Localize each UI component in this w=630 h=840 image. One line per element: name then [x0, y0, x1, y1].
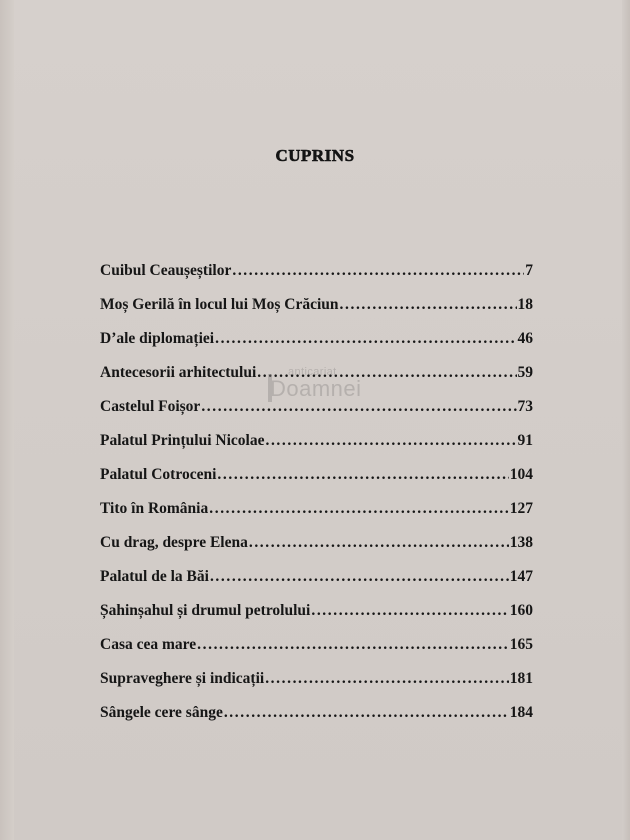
toc-entry-page-number: 127: [509, 500, 533, 517]
toc-leader-dots: [265, 670, 509, 688]
toc-entry-page-number: 147: [509, 568, 533, 585]
toc-entry-page-number: 184: [509, 704, 533, 721]
toc-entry: [100, 670, 533, 704]
toc-entry-title: Șahinșahul și drumul petrolului: [100, 602, 311, 619]
toc-entry: [100, 466, 533, 500]
toc-leader-dots: [210, 568, 509, 586]
toc-entry-title: D’ale diplomației: [100, 330, 215, 347]
toc-entry-title: Palatul Cotroceni: [100, 466, 217, 483]
toc-entry: [100, 500, 533, 534]
toc-entry-page-number: 73: [517, 398, 533, 415]
toc-entry-title: Casa cea mare: [100, 636, 197, 653]
toc-entry-page-number: 18: [517, 296, 533, 313]
toc-entry-title: Tito în România: [100, 500, 209, 517]
toc-leader-dots: [224, 704, 509, 722]
toc-entry-title: Palatul de la Băi: [100, 568, 209, 585]
toc-leader-dots: [249, 534, 509, 552]
toc-entry-page-number: 104: [509, 466, 533, 483]
toc-entry-page-number: 160: [509, 602, 533, 619]
watermark-small-text: anticariat: [288, 366, 337, 378]
toc-leader-dots: [340, 296, 517, 314]
toc-entry-title: Cu drag, despre Elena: [100, 534, 248, 551]
toc-entry: [100, 364, 533, 398]
toc-entry: [100, 636, 533, 670]
toc-entry-title: Castelul Foișor: [100, 398, 201, 415]
page-left-shadow: [0, 0, 14, 840]
watermark-big-text: Doamnei: [270, 376, 362, 401]
toc-entry-page-number: 165: [509, 636, 533, 653]
toc-entry-title: Supraveghere și indicații: [100, 670, 265, 687]
toc-leader-dots: [215, 330, 516, 348]
toc-entry: [100, 330, 533, 364]
toc-entry: [100, 296, 533, 330]
toc-entry: [100, 704, 533, 738]
toc-leader-dots: [265, 432, 516, 450]
toc-leader-dots: [311, 602, 508, 620]
table-of-contents: [100, 262, 533, 738]
toc-entry: [100, 262, 533, 296]
toc-entry-title: Moș Gerilă în locul lui Moș Crăciun: [100, 296, 339, 313]
page-right-shadow: [622, 0, 630, 840]
toc-leader-dots: [217, 466, 508, 484]
toc-leader-dots: [232, 262, 524, 280]
toc-entry-title: Palatul Prințului Nicolae: [100, 432, 265, 449]
toc-leader-dots: [197, 636, 509, 654]
toc-entry-page-number: 46: [517, 330, 533, 347]
toc-entry-title: Antecesorii arhitectului: [100, 364, 257, 381]
toc-entry: [100, 568, 533, 602]
toc-leader-dots: [209, 500, 509, 518]
toc-entry: [100, 398, 533, 432]
toc-entry-page-number: 7: [525, 262, 533, 279]
toc-entry-page-number: 91: [517, 432, 533, 449]
toc-entry: [100, 432, 533, 466]
toc-leader-dots: [201, 398, 516, 416]
toc-entry-page-number: 59: [517, 364, 533, 381]
page-title: CUPRINS: [275, 146, 355, 165]
toc-entry-title: Cuibul Ceaușeștilor: [100, 262, 232, 279]
toc-leader-dots: [257, 364, 516, 382]
toc-entry-page-number: 181: [509, 670, 533, 687]
toc-entry-page-number: 138: [509, 534, 533, 551]
toc-entry: [100, 602, 533, 636]
toc-entry: [100, 534, 533, 568]
toc-entry-title: Sângele cere sânge: [100, 704, 223, 721]
